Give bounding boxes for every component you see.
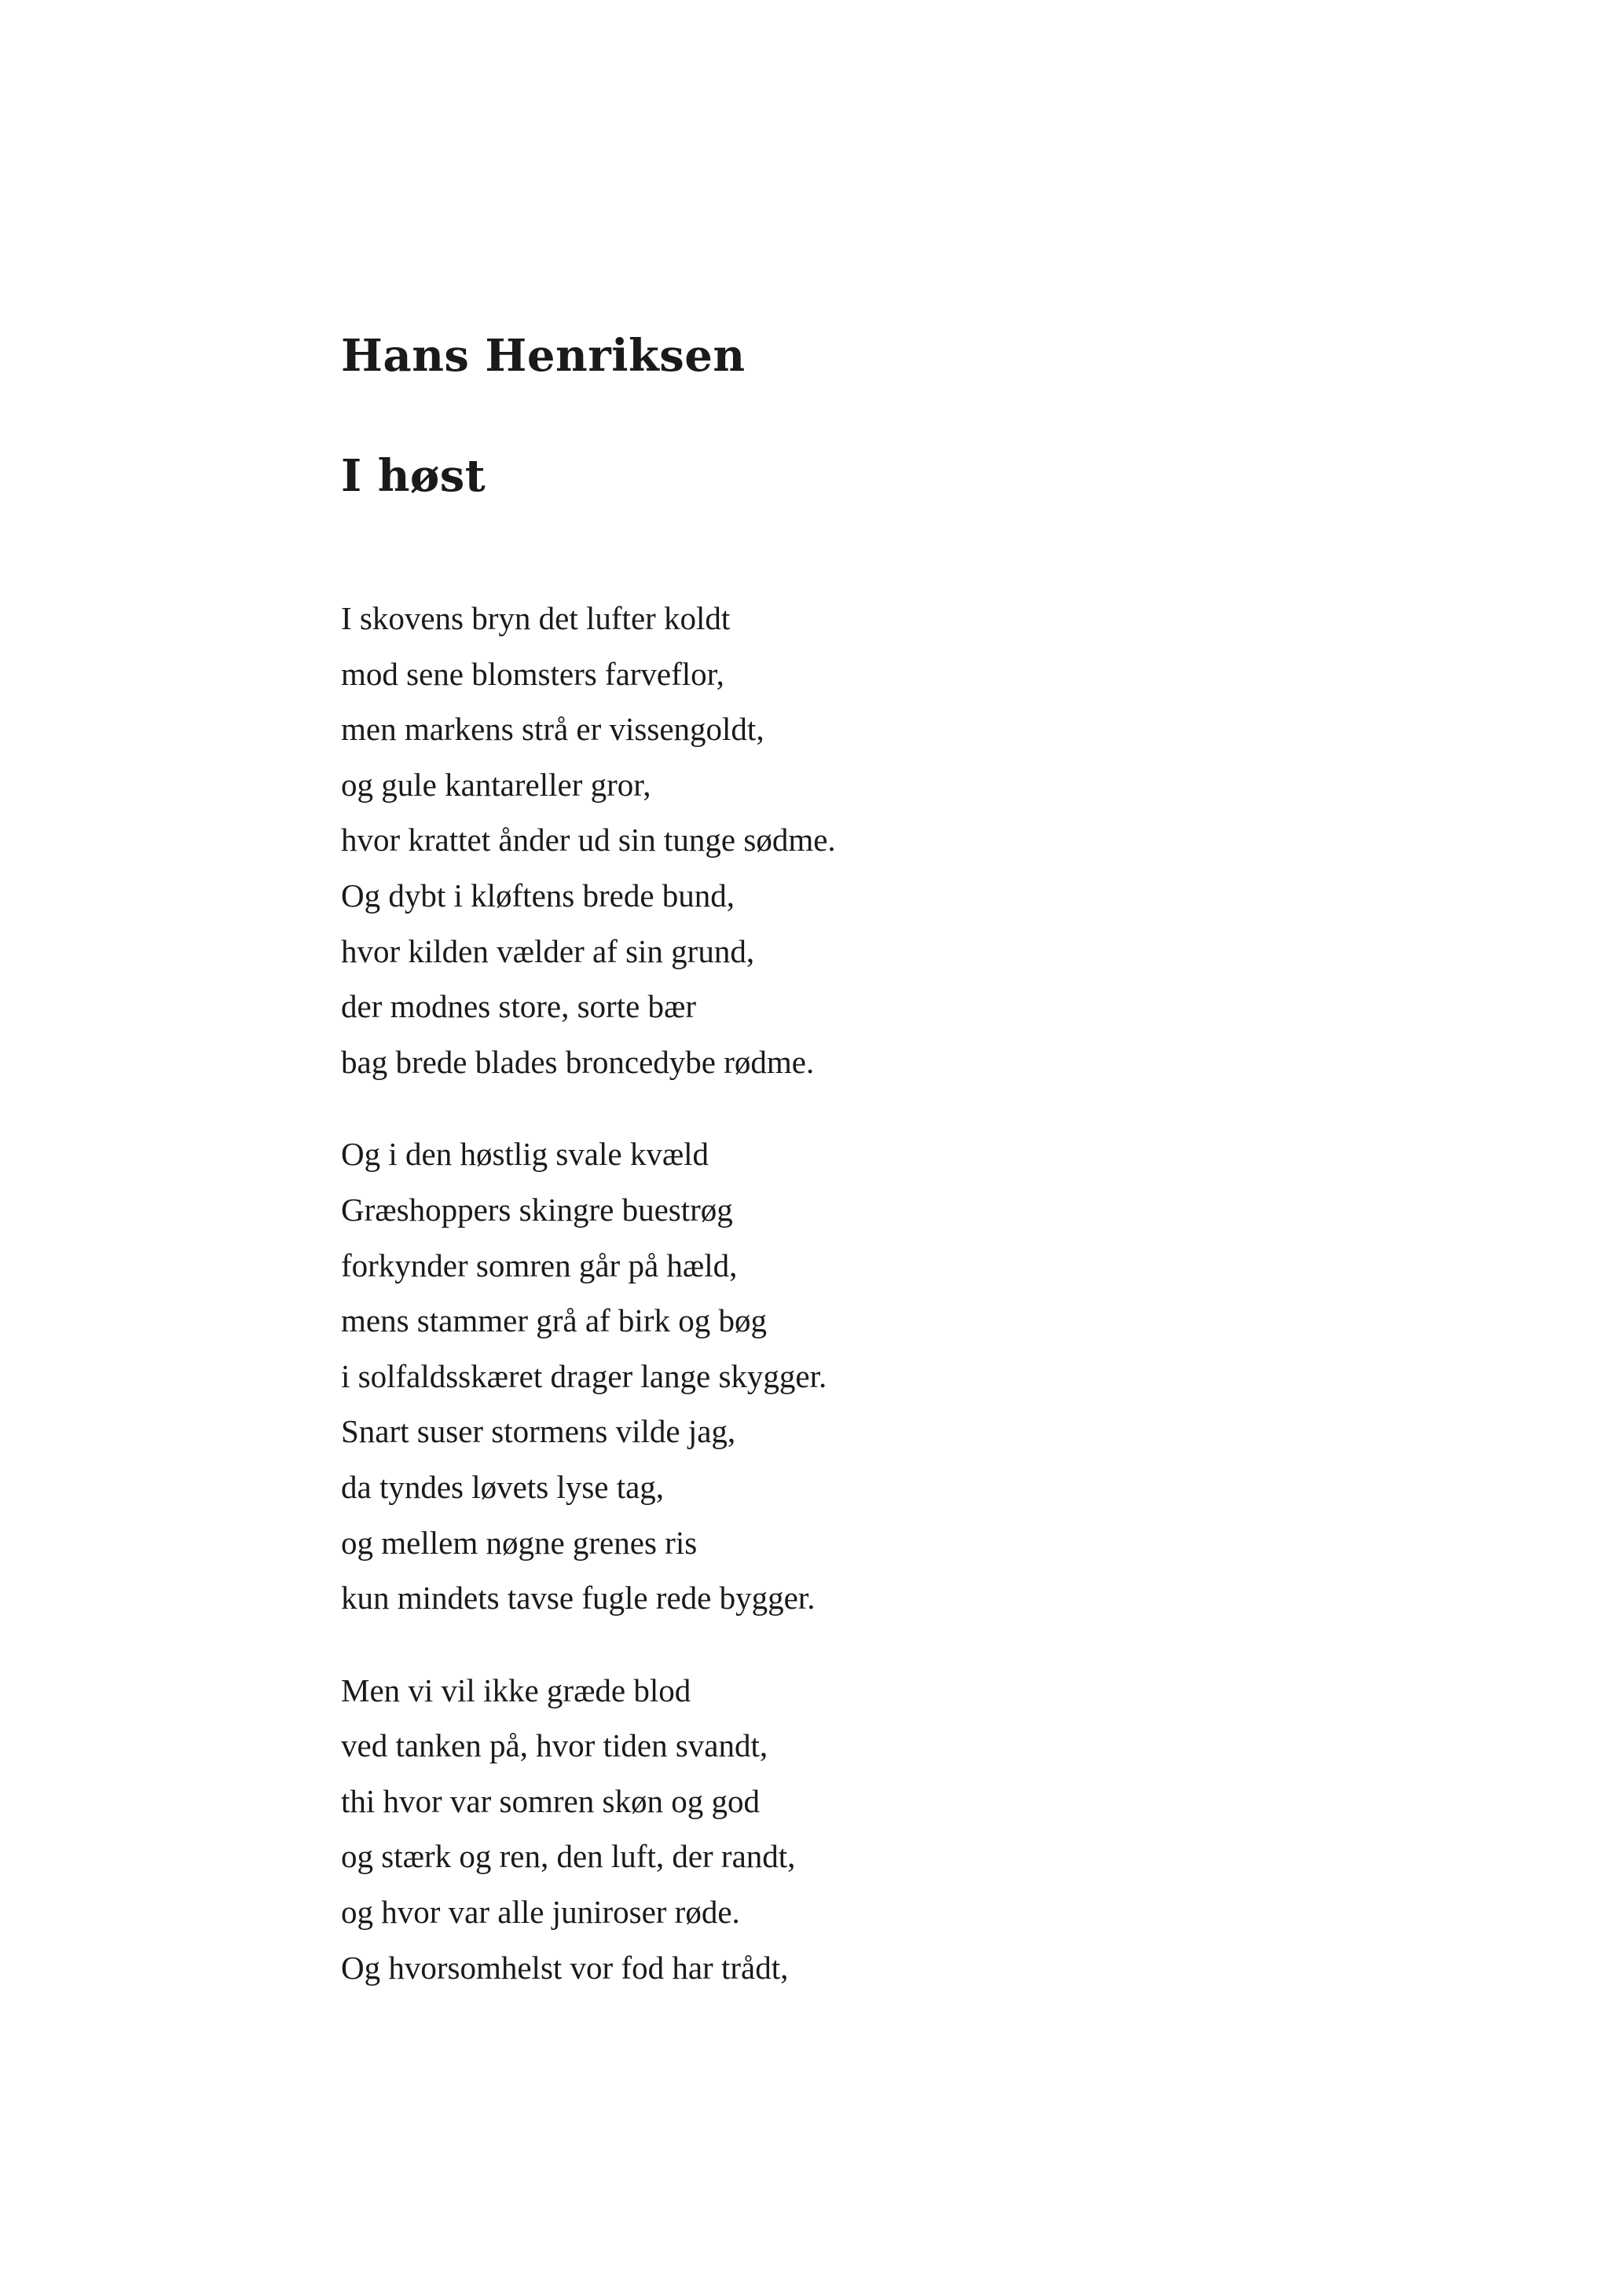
poem-body <box>341 591 1362 2032</box>
poem-line: forkynder somren går på hæld, <box>341 1247 738 1283</box>
poem-line: Og dybt i kløftens brede bund, <box>341 877 735 914</box>
poem-line: kun mindets tavse fugle rede bygger. <box>341 1580 816 1617</box>
poem-line: mens stammer grå af birk og bøg <box>341 1302 767 1339</box>
poem-line: I skovens bryn det lufter koldt <box>341 600 731 636</box>
poem-line: og hvor var alle juniroser røde. <box>341 1894 740 1931</box>
poem-line: i solfaldsskæret drager lange skygger. <box>341 1357 827 1394</box>
poem-title: I høst <box>341 450 486 502</box>
poem-line: men markens strå er vissengoldt, <box>341 711 764 748</box>
poem-line: Og i den høstlig svale kvæld <box>341 1136 709 1173</box>
stanza-1 <box>341 591 1362 1089</box>
poem-line: Og hvorsomhelst vor fod har trådt, <box>341 1949 789 1986</box>
poem-line: bag brede blades broncedybe rødme. <box>341 1043 815 1080</box>
poem-line: og stærk og ren, den luft, der randt, <box>341 1838 796 1875</box>
poem-line: thi hvor var somren skøn og god <box>341 1782 760 1819</box>
poem-line: da tyndes løvets lyse tag, <box>341 1468 665 1505</box>
poem-line: hvor krattet ånder ud sin tunge sødme. <box>341 822 836 859</box>
author-name: Hans Henriksen <box>341 330 746 382</box>
poem-line: mod sene blomsters farveflor, <box>341 655 724 692</box>
poem-line: Snart suser stormens vilde jag, <box>341 1413 736 1450</box>
poem-line: Men vi vil ikke græde blod <box>341 1672 691 1708</box>
stanza-2 <box>341 1126 1362 1625</box>
poem-line: der modnes store, sorte bær <box>341 988 697 1025</box>
poem-line: ved tanken på, hvor tiden svandt, <box>341 1727 768 1764</box>
poem-line: og mellem nøgne grenes ris <box>341 1524 698 1561</box>
poem-line: hvor kilden vælder af sin grund, <box>341 932 755 969</box>
poem-line: Græshoppers skingre buestrøg <box>341 1191 733 1228</box>
poem-line: og gule kantareller gror, <box>341 766 651 803</box>
stanza-3 <box>341 1663 1362 1996</box>
